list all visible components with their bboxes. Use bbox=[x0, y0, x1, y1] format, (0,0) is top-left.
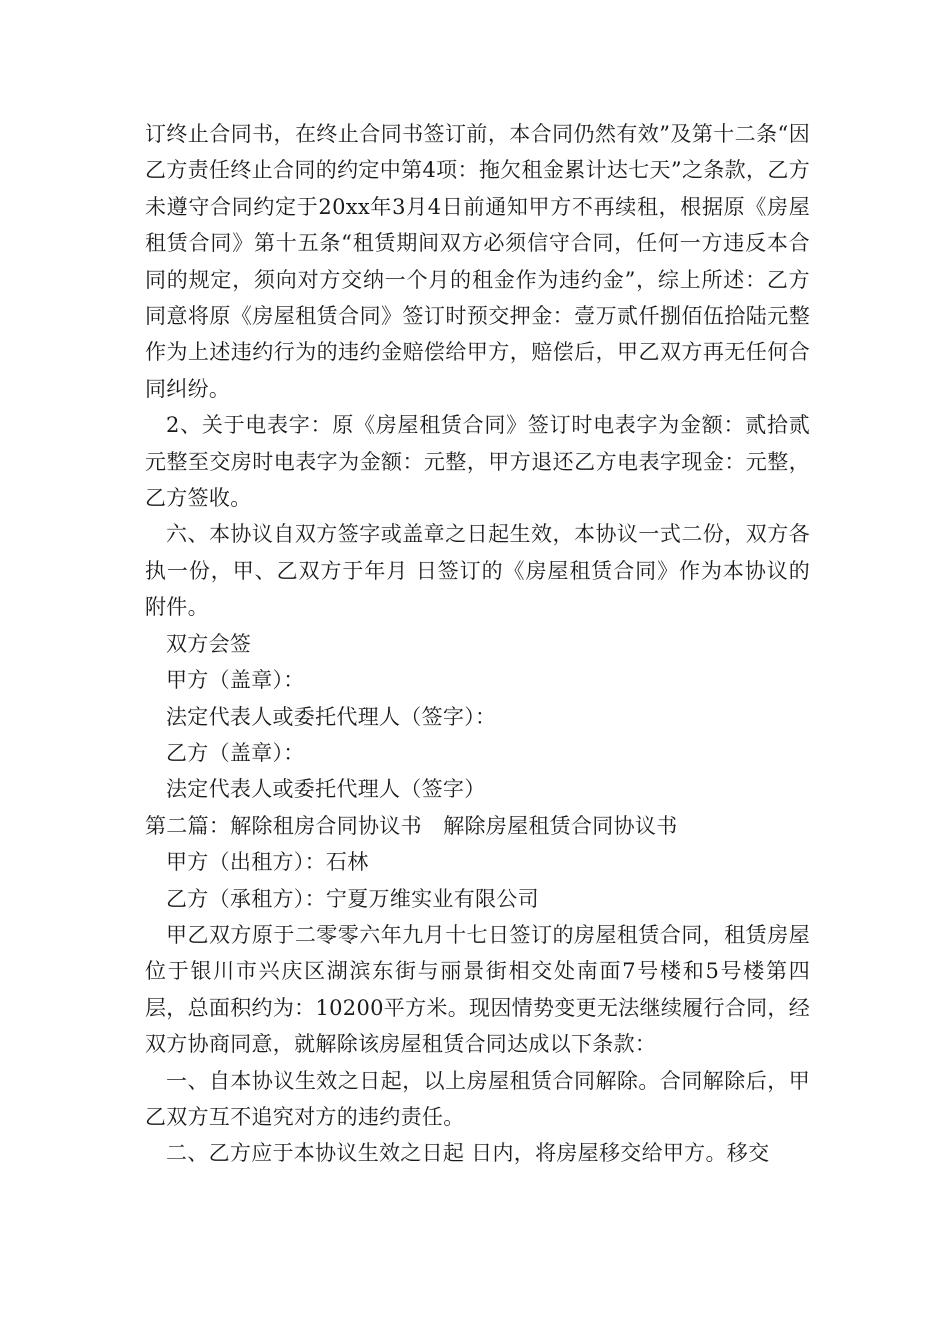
party-b-representative-line: 法定代表人或委托代理人（签字） bbox=[166, 777, 486, 802]
document-body bbox=[145, 116, 810, 1172]
party-a-seal-line: 甲方（盖章）： bbox=[166, 668, 305, 693]
paragraph-effectiveness: 六、本协议自双方签字或盖章之日起生效，本协议一式二份，双方各执一份，甲、乙双方于年月 日签订的《房屋租赁合同》作为本协议的附件。 bbox=[145, 522, 810, 620]
clause-two: 二、乙方应于本协议生效之日起 日内，将房屋移交给甲方。移交 bbox=[166, 1141, 770, 1166]
party-b-seal-line: 乙方（盖章）： bbox=[166, 740, 305, 765]
party-b-lessee: 乙方（承租方）：宁夏万维实业有限公司 bbox=[166, 886, 539, 911]
paragraph-termination-clause: 订终止合同书，在终止合同书签订前，本合同仍然有效”及第十二条“因乙方责任终止合同的约定中第4项：拖欠租金累计达七天”之条款，乙方未遵守合同约定于20xx年3月4日前通知甲方不再续租，根据原《房屋租赁合同》第十五条“租赁期间双方必须信守合同，任何一方违反本合同的规定，须向对方交纳一个月的租金作为违约金”，综上所述：乙方同意将原《房屋租赁合同》签订时预交押金：壹万贰仟捌佰伍拾陆元整作为上述违约行为的违约金赔偿给甲方，赔偿后，甲乙双方再无任何合同纠纷。 bbox=[145, 122, 810, 401]
paragraph-background: 甲乙双方原于二零零六年九月十七日签订的房屋租赁合同，租赁房屋位于银川市兴庆区湖滨东街与丽景街相交处南面7号楼和5号楼第四层，总面积约为：10200平方米。现因情势变更无法继续履行合同，经双方协商同意，就解除该房屋租赁合同达成以下条款： bbox=[145, 922, 811, 1057]
section-heading-part-two: 第二篇：解除租房合同协议书 解除房屋租赁合同协议书 bbox=[145, 813, 678, 838]
paragraph-meter-reading: 2、关于电表字：原《房屋租赁合同》签订时电表字为金额：贰拾贰元整至交房时电表字为金额：元整，甲方退还乙方电表字现金：元整，乙方签收。 bbox=[145, 413, 810, 511]
signing-title: 双方会签 bbox=[166, 631, 252, 656]
clause-one: 一、自本协议生效之日起，以上房屋租赁合同解除。合同解除后，甲乙双方互不追究对方的违约责任。 bbox=[145, 1068, 810, 1129]
party-a-representative-line: 法定代表人或委托代理人（签字）： bbox=[166, 704, 497, 729]
party-a-lessor: 甲方（出租方）：石林 bbox=[166, 850, 369, 875]
